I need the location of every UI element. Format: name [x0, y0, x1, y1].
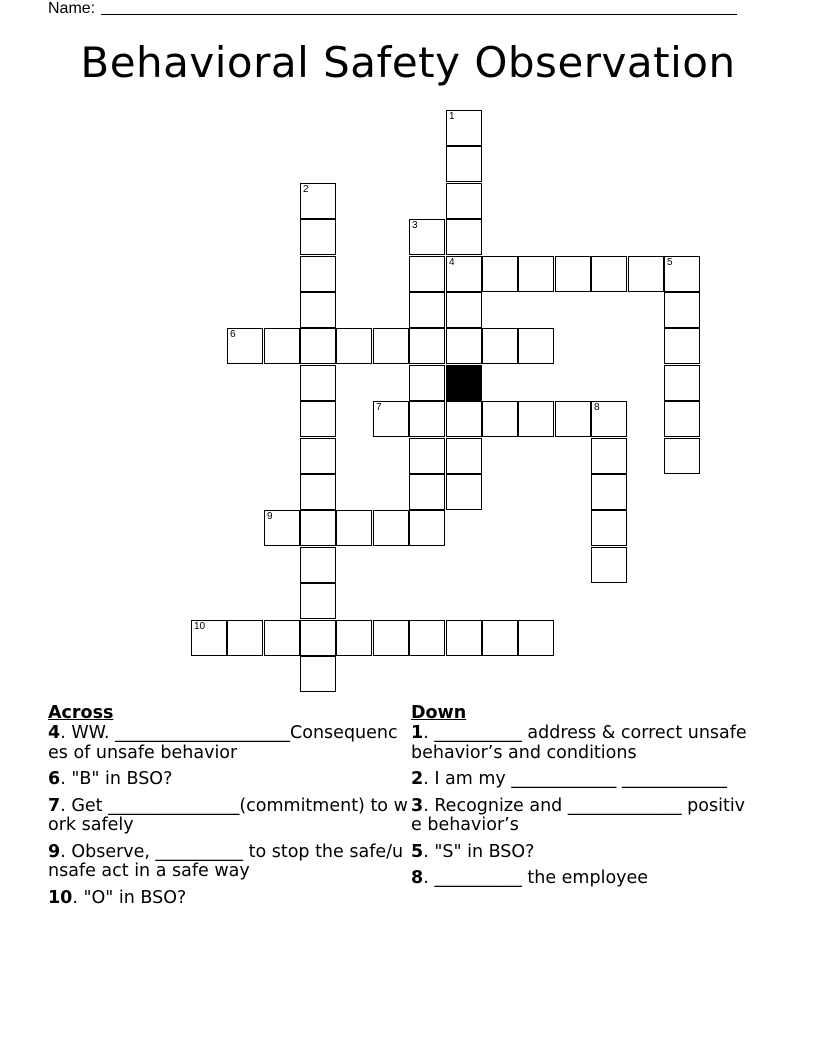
crossword-cell[interactable] — [482, 401, 518, 437]
crossword-cell[interactable] — [591, 510, 627, 546]
clue-across-9: 9. Observe, __________ to stop the safe/unsafe act in a safe way — [48, 841, 404, 881]
crossword-cell[interactable] — [264, 620, 300, 656]
crossword-cell[interactable] — [555, 256, 591, 292]
clue-down-1: 1. __________ address & correct unsafe behavior’s and conditions — [411, 723, 753, 763]
crossword-cell[interactable] — [264, 510, 300, 546]
crossword-cell[interactable] — [664, 292, 700, 328]
crossword-cell[interactable] — [336, 328, 372, 364]
crossword-cell[interactable] — [300, 656, 336, 692]
clue-number: 3 — [412, 220, 418, 231]
page-title: Behavioral Safety Observation — [80, 38, 736, 87]
clue-across-6: 6. "B" in BSO? — [48, 769, 173, 789]
crossword-cell[interactable] — [409, 292, 445, 328]
crossword-cell[interactable] — [591, 401, 627, 437]
crossword-cell[interactable] — [446, 474, 482, 510]
crossword-cell[interactable] — [518, 256, 554, 292]
crossword-cell[interactable] — [300, 183, 336, 219]
crossword-cell[interactable] — [664, 365, 700, 401]
crossword-cell[interactable] — [664, 256, 700, 292]
crossword-cell[interactable] — [446, 183, 482, 219]
clue-number: 5 — [667, 257, 673, 268]
clue-down-8: 8. __________ the employee — [411, 868, 649, 888]
crossword-cell[interactable] — [227, 328, 263, 364]
crossword-cell[interactable] — [409, 474, 445, 510]
crossword-cell[interactable] — [409, 438, 445, 474]
crossword-cell[interactable] — [591, 256, 627, 292]
crossword-cell[interactable] — [518, 401, 554, 437]
crossword-cell[interactable] — [409, 328, 445, 364]
clue-down-3: 3. Recognize and _____________ positive behavior’s — [411, 795, 746, 835]
crossword-cell[interactable] — [591, 438, 627, 474]
clue-across-4: 4. WW. ____________________Consequences of unsafe behavior — [48, 723, 398, 763]
crossword-cell[interactable] — [446, 328, 482, 364]
crossword-cell[interactable] — [300, 583, 336, 619]
clue-number: 1 — [449, 111, 455, 122]
crossword-cell[interactable] — [300, 474, 336, 510]
crossword-cell[interactable] — [664, 401, 700, 437]
crossword-cell[interactable] — [446, 438, 482, 474]
crossword-cell[interactable] — [373, 620, 409, 656]
crossword-cell[interactable] — [628, 256, 664, 292]
clue-number: 10 — [194, 621, 206, 632]
clue-across-10: 10. "O" in BSO? — [48, 887, 187, 908]
clue-number: 8 — [594, 402, 600, 413]
crossword-cell[interactable] — [482, 328, 518, 364]
crossword-cell[interactable] — [664, 438, 700, 474]
crossword-cell[interactable] — [300, 292, 336, 328]
crossword-cell[interactable] — [409, 365, 445, 401]
crossword-cell[interactable] — [591, 547, 627, 583]
crossword-cell[interactable] — [409, 620, 445, 656]
name-label: Name: — [48, 0, 96, 17]
crossword-cell[interactable] — [300, 547, 336, 583]
crossword-cell[interactable] — [336, 510, 372, 546]
crossword-cell[interactable] — [227, 620, 263, 656]
crossword-black-cell — [446, 365, 482, 401]
clue-number: 4 — [449, 257, 455, 268]
down-clues — [411, 703, 751, 896]
crossword-cell[interactable] — [191, 620, 227, 656]
crossword-cell[interactable] — [300, 438, 336, 474]
crossword-cell[interactable] — [591, 474, 627, 510]
clue-number: 2 — [303, 184, 309, 195]
across-clues — [48, 703, 408, 915]
crossword-cell[interactable] — [300, 219, 336, 255]
crossword-cell[interactable] — [446, 256, 482, 292]
crossword-cell[interactable] — [446, 146, 482, 182]
clue-number: 9 — [267, 511, 273, 522]
crossword-cell[interactable] — [446, 110, 482, 146]
crossword-cell[interactable] — [300, 510, 336, 546]
crossword-cell[interactable] — [409, 256, 445, 292]
clue-down-2: 2. I am my ____________ ____________ — [411, 769, 727, 789]
across-heading: Across — [48, 703, 114, 723]
crossword-cell[interactable] — [446, 620, 482, 656]
crossword-cell[interactable] — [446, 292, 482, 328]
crossword-cell[interactable] — [336, 620, 372, 656]
crossword-cell[interactable] — [373, 328, 409, 364]
crossword-cell[interactable] — [300, 365, 336, 401]
crossword-cell[interactable] — [300, 620, 336, 656]
crossword-cell[interactable] — [518, 328, 554, 364]
crossword-cell[interactable] — [264, 328, 300, 364]
crossword-cell[interactable] — [300, 401, 336, 437]
crossword-cell[interactable] — [664, 328, 700, 364]
crossword-cell[interactable] — [409, 401, 445, 437]
clue-down-5: 5. "S" in BSO? — [411, 841, 535, 862]
crossword-cell[interactable] — [518, 620, 554, 656]
crossword-cell[interactable] — [373, 510, 409, 546]
crossword-cell[interactable] — [482, 256, 518, 292]
crossword-cell[interactable] — [555, 401, 591, 437]
crossword-cell[interactable] — [373, 401, 409, 437]
clue-number: 7 — [376, 402, 382, 413]
clue-across-7: 7. Get _______________(commitment) to work safely — [48, 795, 408, 835]
crossword-cell[interactable] — [300, 256, 336, 292]
crossword-cell[interactable] — [482, 620, 518, 656]
crossword-cell[interactable] — [409, 510, 445, 546]
crossword-cell[interactable] — [446, 401, 482, 437]
crossword-cell[interactable] — [409, 219, 445, 255]
down-heading: Down — [411, 703, 467, 723]
clue-number: 6 — [230, 329, 236, 340]
crossword-cell[interactable] — [446, 219, 482, 255]
crossword-cell[interactable] — [300, 328, 336, 364]
